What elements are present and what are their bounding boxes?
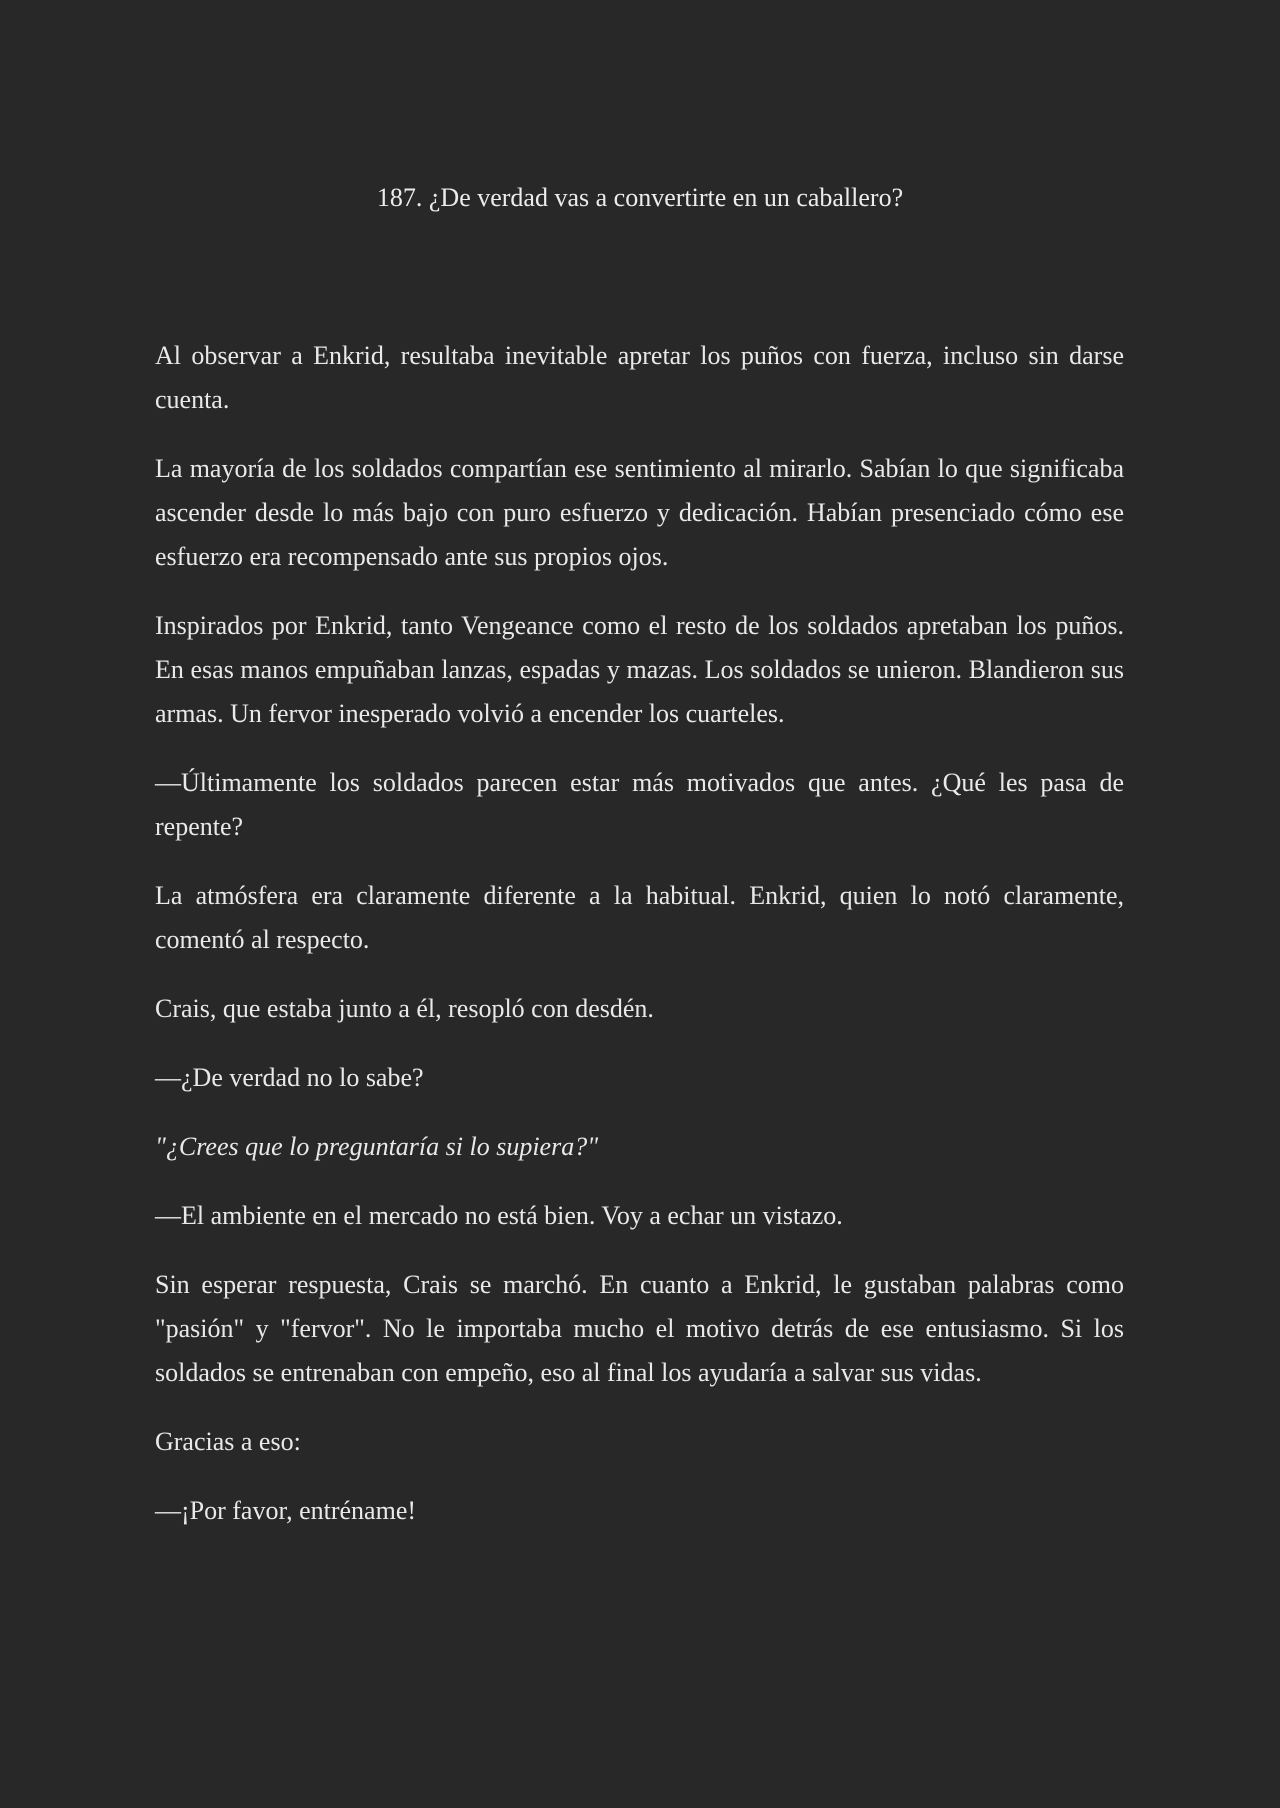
paragraph: Sin esperar respuesta, Crais se marchó. En cuanto a Enkrid, le gustaban palabras como "pasión" y "fervor". No le importaba mucho el motivo detrás de ese entusiasmo. Si los soldados se entrenaban con empeño, eso al final los ayudaría a salvar sus vidas. bbox=[155, 1270, 1124, 1387]
chapter-body bbox=[155, 334, 1124, 1558]
paragraph: Inspirados por Enkrid, tanto Vengeance como el resto de los soldados apretaban los puños. En esas manos empuñaban lanzas, espadas y mazas. Los soldados se unieron. Blandieron sus armas. Un fervor inesperado volvió a encender los cuarteles. bbox=[155, 611, 1124, 728]
dialogue-line: —¿De verdad no lo sabe? bbox=[155, 1063, 424, 1092]
paragraph: Crais, que estaba junto a él, resopló con desdén. bbox=[155, 994, 654, 1023]
chapter-title: 187. ¿De verdad vas a convertirte en un caballero? bbox=[376, 183, 904, 212]
dialogue-line: —El ambiente en el mercado no está bien. Voy a echar un vistazo. bbox=[155, 1201, 843, 1230]
dialogue-line: —Últimamente los soldados parecen estar más motivados que antes. ¿Qué les pasa de repente? bbox=[155, 768, 1124, 841]
dialogue-line: —¡Por favor, entréname! bbox=[155, 1496, 417, 1525]
paragraph: Al observar a Enkrid, resultaba inevitable apretar los puños con fuerza, incluso sin darse cuenta. bbox=[155, 341, 1124, 414]
paragraph: La atmósfera era claramente diferente a la habitual. Enkrid, quien lo notó claramente, comentó al respecto. bbox=[155, 881, 1124, 954]
inner-thought: "¿Crees que lo preguntaría si lo supiera?" bbox=[155, 1132, 599, 1161]
paragraph: Gracias a eso: bbox=[155, 1427, 301, 1456]
paragraph: La mayoría de los soldados compartían ese sentimiento al mirarlo. Sabían lo que significaba ascender desde lo más bajo con puro esfuerzo y dedicación. Habían presenciado cómo ese esfuerzo era recompensado ante sus propios ojos. bbox=[155, 454, 1124, 571]
